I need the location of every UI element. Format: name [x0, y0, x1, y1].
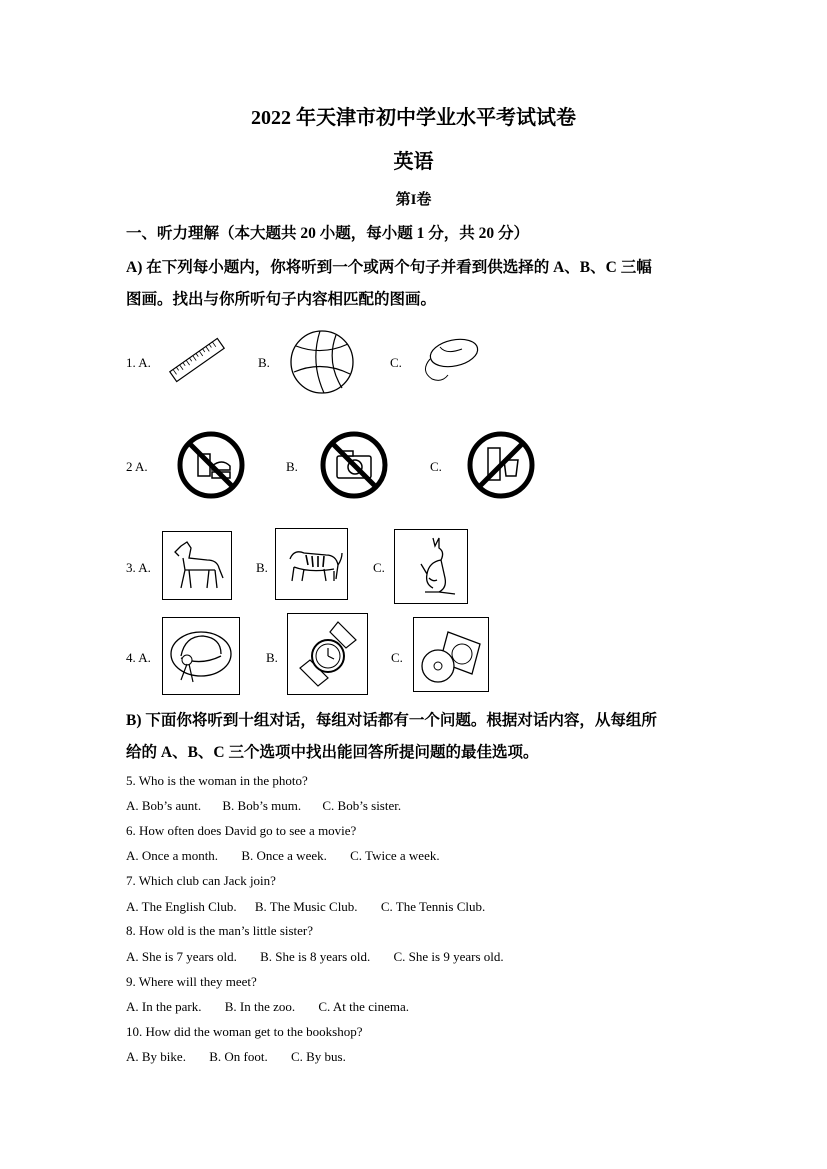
watch-icon — [294, 620, 362, 688]
option-b[interactable]: B. On foot. — [209, 1049, 268, 1064]
option-b[interactable]: B. Once a week. — [241, 848, 327, 863]
option-a[interactable]: A. She is 7 years old. — [126, 949, 237, 964]
tiger-picture-frame — [275, 528, 348, 600]
option-a[interactable]: A. Bob’s aunt. — [126, 798, 202, 813]
option-c[interactable]: C. The Tennis Club. — [380, 899, 486, 914]
question-10: 10. How did the woman get to the bookshop? — [126, 1024, 363, 1039]
q4-label-b: B. — [266, 650, 278, 665]
question-9: 9. Where will they meet? — [126, 974, 257, 989]
page-title: 2022 年天津市初中学业水平考试试卷 — [251, 107, 576, 129]
option-b[interactable]: B. In the zoo. — [224, 999, 296, 1014]
part-a-instructions-line1: A) 在下列每小题内，你将听到一个或两个句子并看到供选择的 A、B、C 三幅 — [126, 259, 652, 276]
part-b-instructions-line2: 给的 A、B、C 三个选项中找出能回答所提问题的最佳选项。 — [126, 744, 539, 761]
question-6-options — [126, 848, 440, 864]
option-a[interactable]: A. Once a month. — [126, 848, 219, 863]
question-8-options — [126, 949, 504, 965]
watch-picture-frame — [287, 613, 368, 695]
cd-picture-frame — [413, 617, 489, 692]
ruler-icon — [166, 335, 228, 385]
q4-label-a: 4. A. — [126, 650, 151, 665]
option-b[interactable]: B. The Music Club. — [254, 899, 358, 914]
q3-label-b: B. — [256, 560, 268, 575]
question-8: 8. How old is the man’s little sister? — [126, 923, 314, 938]
q4-label-c: C. — [391, 650, 403, 665]
no-drink-icon — [466, 430, 536, 500]
q2-label-a: 2 A. — [126, 459, 148, 474]
option-c[interactable]: C. Twice a week. — [350, 848, 440, 863]
part-b-instructions-line1: B) 下面你将听到十组对话，每组对话都有一个问题。根据对话内容，从每组所 — [126, 712, 657, 729]
kangaroo-picture-frame — [394, 529, 468, 604]
volume-title: 第I卷 — [395, 192, 432, 208]
question-5: 5. Who is the woman in the photo? — [126, 773, 308, 788]
q2-label-b: B. — [286, 459, 298, 474]
hat-icon — [167, 622, 235, 690]
option-b[interactable]: B. She is 8 years old. — [260, 949, 371, 964]
option-a[interactable]: A. By bike. — [126, 1049, 186, 1064]
option-c[interactable]: C. She is 9 years old. — [393, 949, 504, 964]
q3-label-a: 3. A. — [126, 560, 151, 575]
hat-picture-frame — [162, 617, 240, 695]
option-c[interactable]: C. At the cinema. — [318, 999, 409, 1014]
horse-icon — [167, 538, 227, 594]
q2-label-c: C. — [430, 459, 442, 474]
question-6: 6. How often does David go to see a movie? — [126, 823, 357, 838]
question-7-options — [126, 899, 485, 915]
part-a-instructions-line2: 图画。找出与你所听句子内容相匹配的图画。 — [126, 291, 437, 308]
q1-label-a: 1. A. — [126, 355, 151, 370]
question-10-options — [126, 1049, 346, 1065]
tiger-icon — [280, 537, 344, 593]
option-a[interactable]: A. The English Club. — [126, 899, 237, 914]
no-camera-icon — [319, 430, 389, 500]
option-b[interactable]: B. Bob’s mum. — [222, 798, 302, 813]
option-a[interactable]: A. In the park. — [126, 999, 202, 1014]
subject-title: 英语 — [393, 151, 434, 173]
question-9-options — [126, 999, 409, 1015]
q1-label-b: B. — [258, 355, 270, 370]
option-c[interactable]: C. By bus. — [290, 1049, 346, 1064]
horse-picture-frame — [162, 531, 232, 600]
question-5-options — [126, 798, 401, 814]
q1-label-c: C. — [390, 355, 402, 370]
question-7: 7. Which club can Jack join? — [126, 873, 276, 888]
computer-mouse-icon — [418, 335, 480, 383]
basketball-icon — [290, 330, 354, 394]
option-c[interactable]: C. Bob’s sister. — [322, 798, 402, 813]
section-heading: 一、听力理解（本大题共 20 小题，每小题 1 分，共 20 分） — [126, 225, 530, 242]
kangaroo-icon — [403, 534, 461, 598]
no-food-icon — [176, 430, 246, 500]
q3-label-c: C. — [373, 560, 385, 575]
cd-icon — [418, 624, 484, 686]
